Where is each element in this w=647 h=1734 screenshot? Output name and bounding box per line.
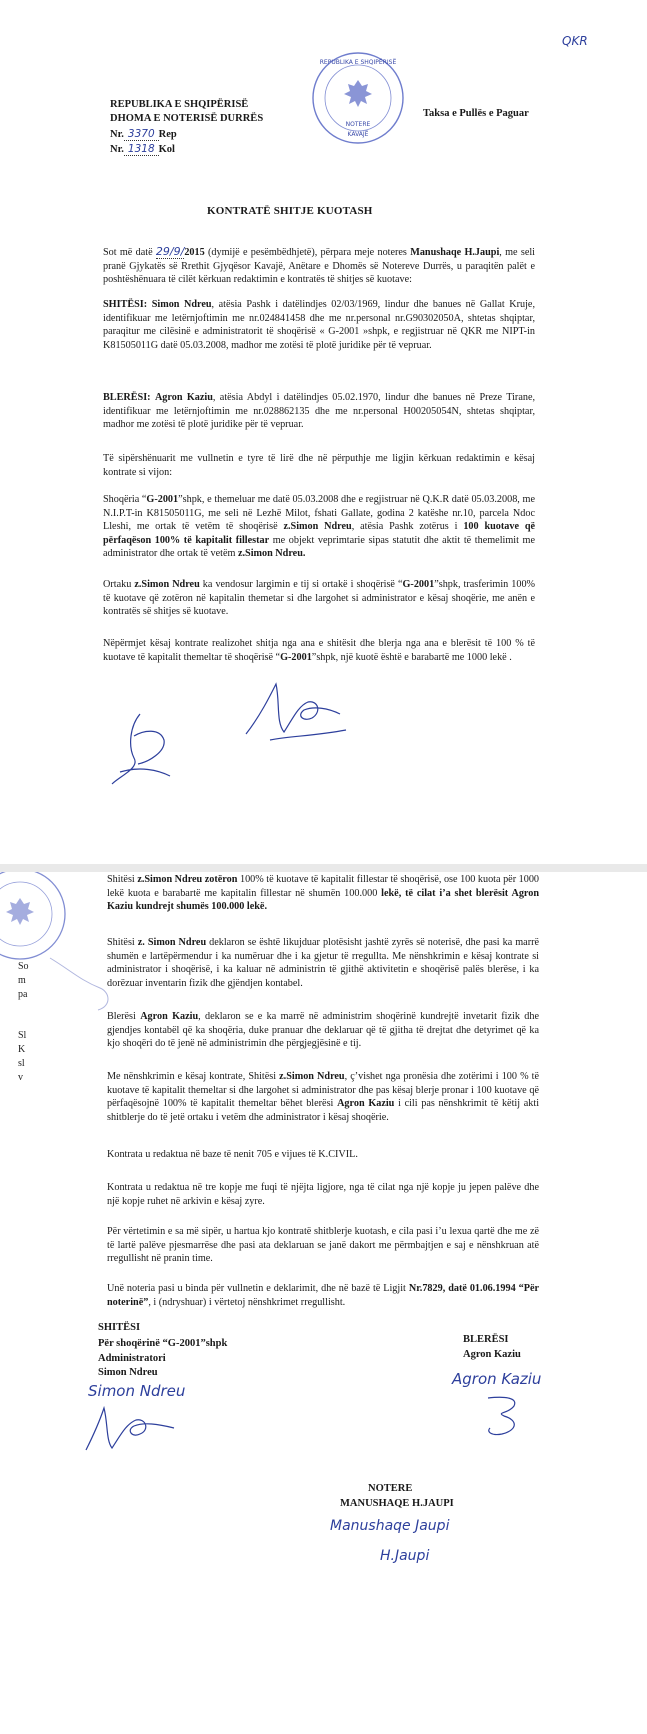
header-chamber: DHOMA E NOTERISË DURRËS	[110, 113, 264, 124]
intro-paragraph: Sot më datë 29/9/2015 (dymijë e pesëmbëdhjetë), përpara meje noteres Manushaqe H.Jaupi, me seli pranë Gjykatës së Rrethit Gjyqësor Kavajë, Anëtare e Dhomës së Notereve Durrës, u paraqitën palët e poshtëshënuara të cilët kërkuan redaktimin e kontratës të shitjes së kuotave:	[103, 245, 536, 285]
document-title: KONTRATË SHITJE KUOTASH	[207, 205, 373, 217]
buyer-role: BLERËSI	[463, 1334, 509, 1345]
document-page-1	[0, 0, 647, 864]
seller-name: Simon Ndreu	[98, 1367, 158, 1378]
stamp-place-text: KAVAJË	[347, 131, 369, 138]
agreement-paragraph: Të sipërshënuarit me vullnetin e tyre të lirë dhe në përputhje me ligjin kërkuan redaktimin e kësaj kontrate si vijon:	[103, 453, 535, 478]
buyer-handwritten-name: Agron Kaziu	[452, 1370, 542, 1388]
confirmation-paragraph: Për vërtetimin e sa më sipër, u hartua kjo kontratë shitblerje kuotash, e cila pasi i’u lexua qartë dhe me zë të lartë palëve pjesmarrëse dhe pasi ata deklaruan se janë dakort me përmbajtjen e saj e nënshkruan atë rregullisht në pranin time.	[107, 1226, 539, 1264]
declares-paragraph: Shitësi z. Simon Ndreu deklaron se është likujduar plotësisht jashtë zyrës së noterisë, dhe pasi ka marrë shumën e lartëpërmendur i ka numëruar dhe i ka gjetur të rregullta. Me nënshkrimin e kësaj kontrate si administrator i shoqërisë, i ka kaluar në administrin të gjithë aktivitetin e shoqërisë palës blerëse, i ka dorëzuar inventarin fizik dhe gjëndjen kontabel.	[107, 937, 540, 989]
buyer-signature-2-icon	[478, 1390, 538, 1440]
cut-text-1: So	[18, 961, 29, 972]
cut-text-3: pa	[18, 989, 28, 1000]
cut-text-4: Sl	[18, 1030, 27, 1041]
partner-paragraph: Ortaku z.Simon Ndreu ka vendosur largimin e tij si ortakë i shoqërisë “G-2001”shpk, trasferimin 100% të kuotave që zotëron në kapitalin themetar si dhe largohet si administrator e kësaj shoqërie, me anën e kontratës së shitjes së kuotave.	[103, 579, 536, 617]
header-kol-line: Nr. 1318 Kol	[110, 143, 175, 155]
buyer-name: Agron Kaziu	[463, 1349, 521, 1360]
header-rep-line: Nr. 3370 Rep	[110, 128, 177, 140]
seller-signature-icon	[100, 706, 180, 796]
rep-number: 3370	[124, 128, 159, 141]
seller-company: Për shoqërinë “G-2001”shpk	[98, 1338, 228, 1349]
copies-paragraph: Kontrata u redaktua në tre kopje me fuqi të njëjta ligjore, nga të cilat nga një kopje ju jepen palëve dhe një kopje ruhet në arkivin e kësaj zyre.	[107, 1182, 539, 1207]
seller-signature-2-icon	[80, 1400, 180, 1460]
basis-paragraph: Kontrata u redaktua në baze të nenit 705 e vijues të K.CIVIL.	[107, 1149, 358, 1160]
tax-note: Taksa e Pullës e Paguar	[423, 108, 529, 119]
company-paragraph: Shoqëria “G-2001”shpk, e themeluar me datë 05.03.2008 dhe e regjistruar në Q.K.R datë 05.03.2008, me N.I.P.T-in K81505011G, me seli në Lezhë Milot, fshati Gallate, godina 2 katëshe nr.10, parcela Ndoc Lleshi, me ortak të vetëm të shoqërisë z.Simon Ndreu, atësia Pashk zotërus i 100 kuotave që përfaqëson 100% të kapitalit fillestar me objekt veprimtarie sipas statutit dhe aktit të themelimit me administrator dhe ortak të vetëm z.Simon Ndreu.	[103, 494, 536, 559]
seller-paragraph: SHITËSI: Simon Ndreu, atësia Pashk i datëlindjes 02/03/1969, lindur dhe banues në Gallat Kruje, identifikuar me letërnjoftimin me nr.024841458 dhe me nr.personal nr.G90302050A, shtetas shqiptar, paraqitur me cilësinë e administratorit të shoqërisë « G-2001 »shpk, e regjistruar në QKR me NIPT-in K81505011G datë 05.03.2008, madhor me zotësi të plotë juridike për të vepruar.	[103, 299, 535, 351]
owns-paragraph: Shitësi z.Simon Ndreu zotëron 100% të kuotave të kapitalit fillestar të shoqërisë, ose 100 kuota për 1000 lekë kuota e barabartë me kapitalin fillestar në shumën 100.000 lekë, të cilat i’a shet blerësit Agron Kaziu kundrejt shumës 100.000 lekë.	[107, 874, 540, 912]
cut-text-6: sl	[18, 1058, 25, 1069]
handwritten-date: 29/9/	[155, 245, 185, 258]
notary-role: NOTERE	[368, 1483, 413, 1494]
notary-name: MANUSHAQE H.JAUPI	[340, 1498, 454, 1509]
cut-text-7: v	[18, 1072, 23, 1083]
cut-text-5: K	[18, 1044, 26, 1055]
sale-paragraph: Nëpërmjet kësaj kontrate realizohet shitja nga ana e shitësit dhe blerja nga ana e blerësit të 100 % të kuotave të kapitalit themeltar të shoqërisë “G-2001”shpk, një kuotë është e barabartë me 1000 lekë .	[103, 638, 535, 663]
buyer-declares-paragraph: Blerësi Agron Kaziu, deklaron se e ka marrë në administrim shoqërinë kundrejtë invetarit fizik dhe gjendjes kontabël që ka shoqëria, duke pranuar dhe deklaruar që të gjitha të drejtat dhe detyrimet që ka kjo shoqëri do të jenë në administrimin dhe përgjegjësinë e tij.	[107, 1011, 539, 1049]
header-republic: REPUBLIKA E SHQIPËRISË	[110, 99, 249, 110]
stamp-top-text: REPUBLIKA E SHQIPËRISË	[319, 59, 397, 66]
seller-title: Administratori	[98, 1353, 166, 1364]
document-page-2	[0, 872, 647, 1734]
notary-handwritten-initials: H.Jaupi	[380, 1548, 430, 1564]
stamp-bottom-text: NOTERE	[345, 121, 371, 128]
kol-number: 1318	[124, 143, 159, 156]
seller-handwritten-name: Simon Ndreu	[88, 1382, 186, 1400]
notary-paragraph: Unë noteria pasi u binda për vullnetin e deklarimit, dhe në bazë të Ligjit Nr.7829, datë 01.06.1994 “Për noterinë”, i (ndryshuar) i vërtetoj nënshkrimet rregullisht.	[107, 1283, 539, 1308]
notary-stamp-icon	[310, 50, 406, 146]
signing-paragraph: Me nënshkrimin e kësaj kontrate, Shitësi z.Simon Ndreu, ç’vishet nga pronësia dhe zotërimi i 100 % të kuotave të kapitalit themeltar si dhe largohet si administrator dhe pas kësaj blerje pronar i 100 kuotave që përfaqësojnë 100% të kapitalit themeltar bëhet blerësi Agron Kaziu i cili pas nënshkrimit të këtij akti shitblerje do të jetë ortaku i vetëm dhe administrator i kësaj shoqërie.	[107, 1071, 540, 1123]
qkr-handwritten-note: QKR	[562, 34, 588, 48]
seller-role: SHITËSI	[98, 1322, 141, 1333]
buyer-paragraph: BLERËSI: Agron Kaziu, atësia Abdyl i datëlindjes 05.02.1970, lindur dhe banues në Preze Tirane, identifikuar me letërnjoftimin me nr.028862135 dhe me nr.personal H00205054N, shtetas shqiptar, madhor me zotësi të plotë juridike për të vepruar.	[103, 392, 536, 430]
cut-text-2: m	[18, 975, 26, 986]
notary-handwritten-name: Manushaqe Jaupi	[330, 1518, 450, 1534]
buyer-signature-icon	[240, 676, 352, 748]
